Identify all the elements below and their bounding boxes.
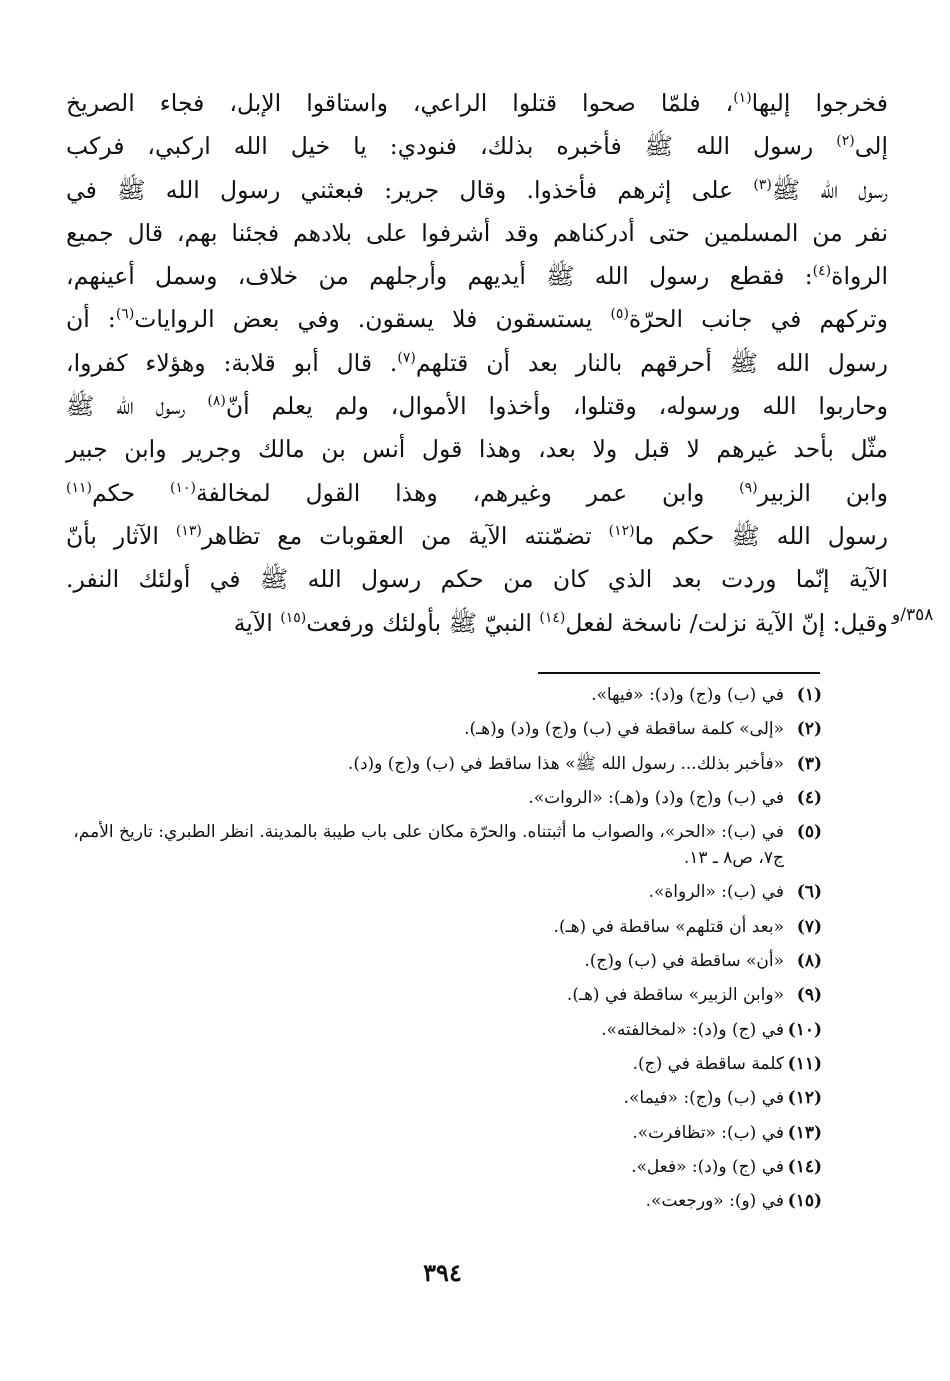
- footnote-reference: (١٢): [608, 523, 635, 540]
- text-line: [66, 558, 888, 601]
- footnote-number: (٢): [796, 719, 822, 740]
- main-text-block: [66, 82, 888, 645]
- footnote-reference: (٩): [739, 479, 758, 496]
- footnote-number: (١٠): [787, 1019, 822, 1040]
- footnote-reference: (٦): [115, 306, 135, 323]
- footnote-item: [62, 751, 822, 777]
- text-run: مثّل بأحد غيرهم لا قبل ولا بعد، وهذا قول أنس بن مالك وجرير وابن جبير: [66, 435, 888, 464]
- text-line: [66, 472, 888, 515]
- footnote-number: (١١): [787, 1053, 822, 1074]
- footnote-text: في (ب) و(ج): «فيما».: [623, 1088, 784, 1109]
- footnote-item: [62, 982, 822, 1008]
- footnote-item: [62, 819, 822, 871]
- text-run: رسول الله ﷺ: [66, 392, 208, 421]
- footnote-text: في (ج) و(د): «فعل».: [631, 1156, 784, 1177]
- footnote-reference: (١١): [66, 479, 92, 496]
- text-run: وابن عمر وغيرهم، وهذا القول لمخالفة: [195, 478, 740, 507]
- footnote-number: (٣): [796, 753, 822, 774]
- text-line: [66, 125, 888, 168]
- text-run: الرواة: [831, 262, 888, 291]
- footnote-text: «بعد أن قتلهم» ساقطة في (هـ).: [553, 916, 784, 937]
- text-run: يستسقون فلا يسقون. وفي بعض الروايات: [134, 305, 611, 334]
- text-run: على إثرهم فأخذوا. وقال جرير: فبعثني رسول الله ﷺ في: [66, 175, 754, 204]
- footnote-reference: (١٠): [169, 479, 196, 496]
- text-run: ، فلمّا صحوا قتلوا الراعي، واستاقوا الإبل، فجاء الصريخ: [66, 89, 734, 117]
- text-run: النبيّ ﷺ بأولئك ورفعت: [306, 608, 540, 637]
- text-run: إلى: [854, 132, 888, 161]
- footnote-text: كلمة ساقطة في (ج).: [632, 1053, 784, 1074]
- text-run: حكم: [91, 478, 170, 507]
- footnote-text: «وابن الزبير» ساقطة في (هـ).: [566, 985, 784, 1006]
- footnote-number: (١٣): [787, 1122, 822, 1143]
- text-line: [66, 169, 888, 212]
- footnote-item: [62, 914, 822, 940]
- footnote-text: في (ب): «الرواة».: [648, 882, 784, 903]
- text-line: [66, 515, 888, 558]
- text-run: رسول الله ﷺ حكم ما: [634, 521, 888, 550]
- footnote-number: (١٤): [787, 1156, 822, 1177]
- text-run: وابن الزبير: [757, 478, 889, 507]
- footnotes-block: [62, 682, 822, 1222]
- footnote-reference: (١): [733, 90, 752, 107]
- footnote-reference: (٤): [812, 263, 832, 280]
- footnote-reference: (١٤): [539, 609, 566, 626]
- footnote-text: «إلى» كلمة ساقطة في (ب) و(ج) و(د) و(هـ).: [464, 719, 784, 740]
- text-run: نفر من المسلمين حتى أدركناهم وقد أشرفوا على بلادهم فجئنا بهم، قال جميع: [66, 218, 888, 247]
- page-number: ٣٩٤: [423, 1258, 462, 1287]
- footnote-text: «أن» ساقطة في (ب) و(ج).: [584, 951, 784, 972]
- footnote-reference: (٢): [836, 133, 855, 150]
- footnote-reference: (٧): [397, 349, 416, 366]
- footnote-number: (٧): [796, 916, 822, 937]
- text-run: الآية إنّما وردت بعد الذي كان من حكم رسول الله ﷺ في أولئك النفر.: [66, 565, 888, 594]
- text-run: : أن: [66, 305, 116, 334]
- text-run: رسول الله ﷺ أحرقهم بالنار بعد أن قتلهم: [415, 348, 889, 377]
- text-line: [66, 428, 888, 471]
- text-run: وحاربوا الله ورسوله، وقتلوا، وأخذوا الأموال، ولم يعلم أنّ: [225, 392, 888, 421]
- footnote-number: (٦): [796, 882, 822, 903]
- footnote-item: [62, 785, 822, 811]
- footnote-item: [62, 1188, 822, 1214]
- footnote-item: [62, 682, 822, 708]
- text-run: رسول الله ﷺ: [771, 175, 888, 204]
- text-line: [66, 385, 888, 428]
- footnote-text: في (ب): «الحر»، والصواب ما أثبتناه. والحرّة مكان على باب طيبة بالمدينة. انظر الطبري: تاريخ الأمم، ج٧، ص٨ ـ ١٣.: [73, 822, 784, 869]
- footnote-number: (٩): [796, 985, 822, 1006]
- text-run: . قال أبو قلابة: وهؤلاء كفروا،: [66, 348, 398, 377]
- footnote-item: [62, 716, 822, 742]
- footnote-number: (١): [796, 685, 822, 705]
- footnote-item: [62, 1051, 822, 1077]
- footnote-item: [62, 1154, 822, 1180]
- text-run: الآثار بأنّ: [66, 521, 176, 550]
- text-line: [66, 255, 888, 298]
- text-run: فخرجوا إليها: [751, 89, 889, 117]
- footnote-reference: (١٣): [175, 523, 202, 540]
- footnote-item: [62, 948, 822, 974]
- footnote-reference: (١٥): [280, 609, 307, 626]
- text-line: [66, 298, 888, 341]
- footnote-text: في (ج) و(د): «لمخالفته».: [601, 1019, 784, 1040]
- text-line: [66, 602, 888, 645]
- text-run: تضمّنته الآية من العقوبات مع تظاهر: [201, 521, 609, 550]
- manuscript-folio-marker: ٣٥٨/و: [892, 605, 934, 625]
- text-line: [66, 82, 888, 125]
- footnote-reference: (٨): [207, 393, 226, 410]
- text-line: [66, 342, 888, 385]
- text-line: [66, 212, 888, 255]
- footnote-number: (٤): [796, 787, 822, 808]
- text-run: الآية: [233, 608, 281, 637]
- footnote-number: (٥): [796, 822, 822, 843]
- footnote-text: «فأخبر بذلك... رسول الله ﷺ» هذا ساقط في (ب) و(ج) و(د).: [347, 753, 784, 774]
- text-run: وقيل: إنّ الآية نزلت/ ناسخة لفعل: [565, 608, 888, 637]
- footnote-text: في (ب) و(ج) و(د): «فيها».: [591, 685, 784, 705]
- footnote-text: في (ب) و(ج) و(د) و(هـ): «الروات».: [528, 787, 784, 808]
- text-run: وتركهم في جانب الحرّة: [628, 305, 889, 334]
- footnote-item: [62, 1017, 822, 1043]
- footnote-text: في (و): «ورجعت».: [645, 1191, 784, 1212]
- footnote-text: في (ب): «تظافرت».: [632, 1122, 784, 1143]
- footnote-reference: (٥): [610, 306, 629, 323]
- footnote-divider: [538, 672, 820, 674]
- footnote-item: [62, 1120, 822, 1146]
- footnote-number: (٨): [796, 951, 822, 972]
- footnote-item: [62, 1085, 822, 1111]
- text-run: رسول الله ﷺ فأخبره بذلك، فنودي: يا خيل الله اركبي، فركب: [66, 132, 837, 161]
- footnote-number: (١٢): [787, 1088, 822, 1109]
- footnote-reference: (٣): [753, 176, 772, 193]
- footnote-item: [62, 879, 822, 905]
- footnote-number: (١٥): [787, 1191, 822, 1212]
- text-run: : فقطع رسول الله ﷺ أيديهم وأرجلهم من خلاف، وسمل أعينهم،: [66, 262, 813, 291]
